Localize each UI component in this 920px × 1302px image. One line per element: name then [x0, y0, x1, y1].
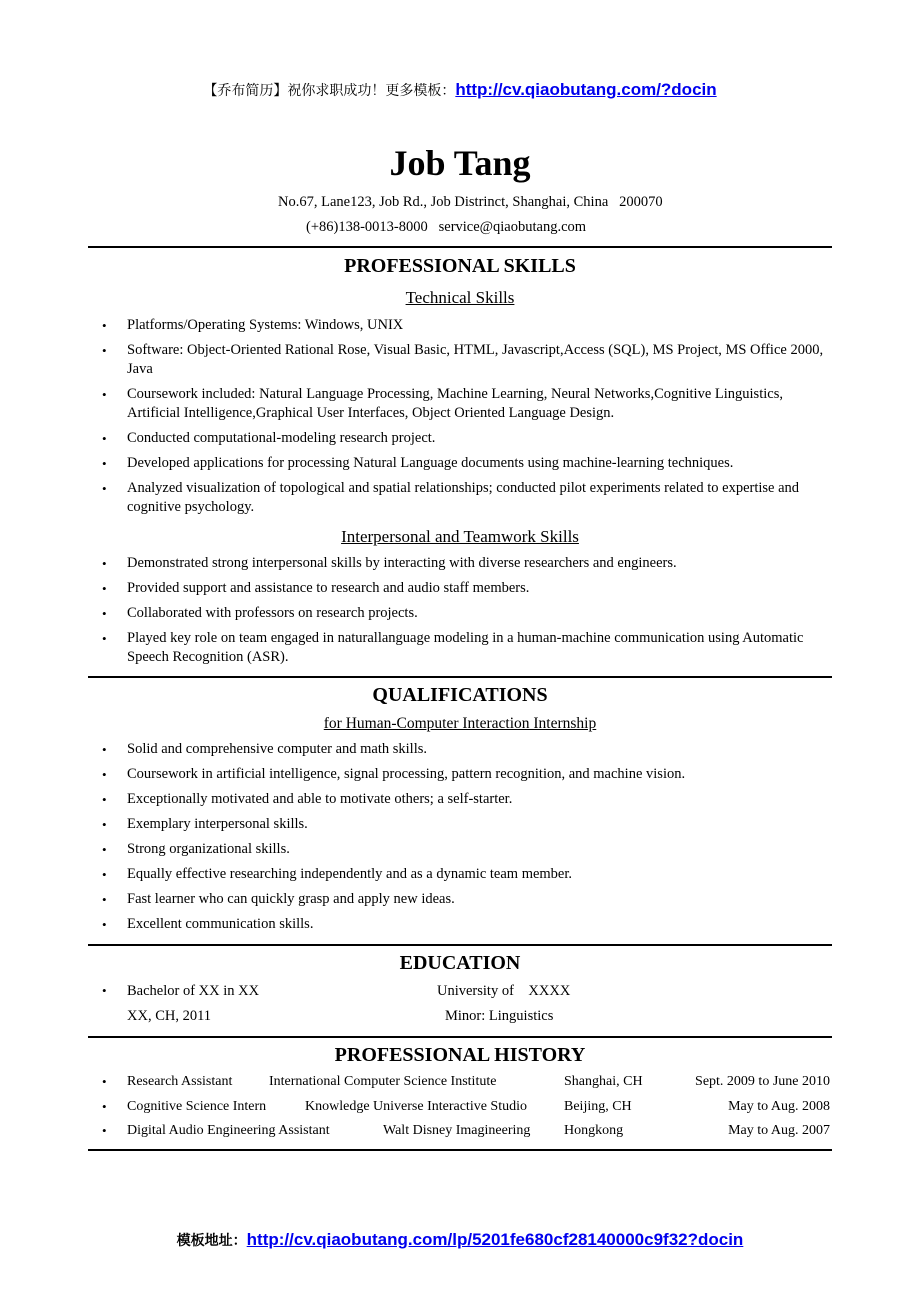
- subhead-qualifications: for Human-Computer Interaction Internship: [323, 715, 597, 732]
- list-item: • Provided support and assistance to research and audio staff members.: [102, 580, 530, 596]
- history-dates: Sept. 2009 to June 2010: [695, 1074, 830, 1089]
- education-block: [100, 983, 830, 1033]
- divider: [88, 676, 832, 678]
- list-item: • Software: Object-Oriented Rational Rose, Visual Basic, HTML, Javascript,Access (SQL), MS Project, MS Office 2000, Java: [102, 342, 824, 377]
- history-role: Research Assistant: [127, 1074, 233, 1089]
- list-item: • Platforms/Operating Systems: Windows, UNIX: [102, 317, 404, 333]
- history-row: • Research Assistant International Computer Science Institute Shanghai, CH Sept. 2009 to June 2010: [102, 1074, 830, 1089]
- subhead-interpersonal-skills: Interpersonal and Teamwork Skills: [341, 527, 579, 546]
- top-banner: [0, 80, 920, 100]
- history-org: Walt Disney Imagineering: [383, 1123, 531, 1138]
- contact-line: (+86)138-0013-8000 service@qiaobutang.com: [306, 219, 587, 235]
- list-item: • Excellent communication skills.: [102, 916, 314, 932]
- history-row: • Digital Audio Engineering Assistant Walt Disney Imagineering Hongkong May to Aug. 2007: [102, 1123, 830, 1138]
- list-item: • Demonstrated strong interpersonal skills by interacting with diverse researchers and engineers.: [102, 555, 677, 571]
- banner-text: 【乔布简历】祝你求职成功！更多模板：: [203, 83, 456, 99]
- list-item: • Analyzed visualization of topological and spatial relationships; conducted pilot experiments related to expertise and cognitive psychology.: [102, 480, 800, 515]
- list-item: • Equally effective researching independently and as a dynamic team member.: [102, 866, 573, 882]
- qualifications-list: [100, 740, 830, 940]
- list-item: • Exceptionally motivated and able to motivate others; a self-starter.: [102, 791, 513, 807]
- footer-text: 模板地址：: [176, 1233, 247, 1249]
- list-item: • Conducted computational-modeling research project.: [102, 430, 436, 446]
- section-title-skills: PROFESSIONAL SKILLS: [344, 255, 576, 277]
- history-dates: May to Aug. 2008: [728, 1098, 830, 1114]
- list-item: • Solid and comprehensive computer and math skills.: [102, 741, 428, 757]
- bottom-banner: [0, 1230, 920, 1250]
- history-org: Knowledge Universe Interactive Studio: [305, 1098, 527, 1114]
- list-item: • Played key role on team engaged in naturallanguage modeling in a human-machine communication using Automatic Speech Recognition (ASR).: [102, 630, 804, 665]
- list-item: • Fast learner who can quickly grasp and apply new ideas.: [102, 891, 455, 907]
- minor: Minor: Linguistics: [445, 1008, 554, 1024]
- education-row: [100, 1008, 830, 1033]
- history-list: [100, 1074, 830, 1148]
- history-row: • Cognitive Science Intern Knowledge Universe Interactive Studio Beijing, CH May to Aug. 2008: [102, 1098, 830, 1114]
- section-title-history: PROFESSIONAL HISTORY: [334, 1044, 586, 1066]
- section-title-education: EDUCATION: [399, 952, 521, 974]
- history-location: Shanghai, CH: [564, 1074, 643, 1089]
- history-location: Hongkong: [564, 1123, 624, 1138]
- address-line: No.67, Lane123, Job Rd., Job Distrinct, Shanghai, China 200070: [278, 194, 663, 210]
- list-item: • Coursework in artificial intelligence, signal processing, pattern recognition, and machine vision.: [102, 766, 686, 782]
- history-location: Beijing, CH: [564, 1098, 632, 1114]
- list-item: • Developed applications for processing Natural Language documents using machine-learning techniques.: [102, 455, 734, 471]
- list-item: • Coursework included: Natural Language Processing, Machine Learning, Neural Networks,Cognitive Linguistics, Artificial Intelligence,Graphical User Interfaces, Object Oriented Language Design.: [102, 386, 783, 421]
- history-role: Digital Audio Engineering Assistant: [127, 1123, 330, 1138]
- divider: [88, 1149, 832, 1151]
- divider: [88, 944, 832, 946]
- footer-link[interactable]: http://cv.qiaobutang.com/lp/5201fe680cf28140000c9f32?docin: [246, 1230, 744, 1249]
- divider: [88, 1036, 832, 1038]
- subhead-technical-skills: Technical Skills: [405, 288, 515, 307]
- list-item: • Collaborated with professors on research projects.: [102, 605, 418, 621]
- list-item: • Strong organizational skills.: [102, 841, 290, 857]
- section-title-qualifications: QUALIFICATIONS: [372, 684, 548, 706]
- candidate-name: Job Tang: [389, 143, 531, 183]
- banner-link[interactable]: http://cv.qiaobutang.com/?docin: [455, 80, 717, 99]
- education-location-year: XX, CH, 2011: [127, 1008, 212, 1024]
- technical-skills-list: [100, 316, 830, 523]
- history-dates: May to Aug. 2007: [728, 1123, 830, 1138]
- university: University of XXXX: [437, 983, 571, 999]
- history-org: International Computer Science Institute: [269, 1074, 497, 1089]
- divider: [88, 246, 832, 248]
- degree: Bachelor of XX in XX: [127, 983, 260, 999]
- interpersonal-skills-list: [100, 554, 830, 673]
- history-role: Cognitive Science Intern: [127, 1098, 267, 1114]
- education-row: • Bachelor of XX in XX University of XXXX: [102, 983, 571, 999]
- list-item: • Exemplary interpersonal skills.: [102, 816, 308, 832]
